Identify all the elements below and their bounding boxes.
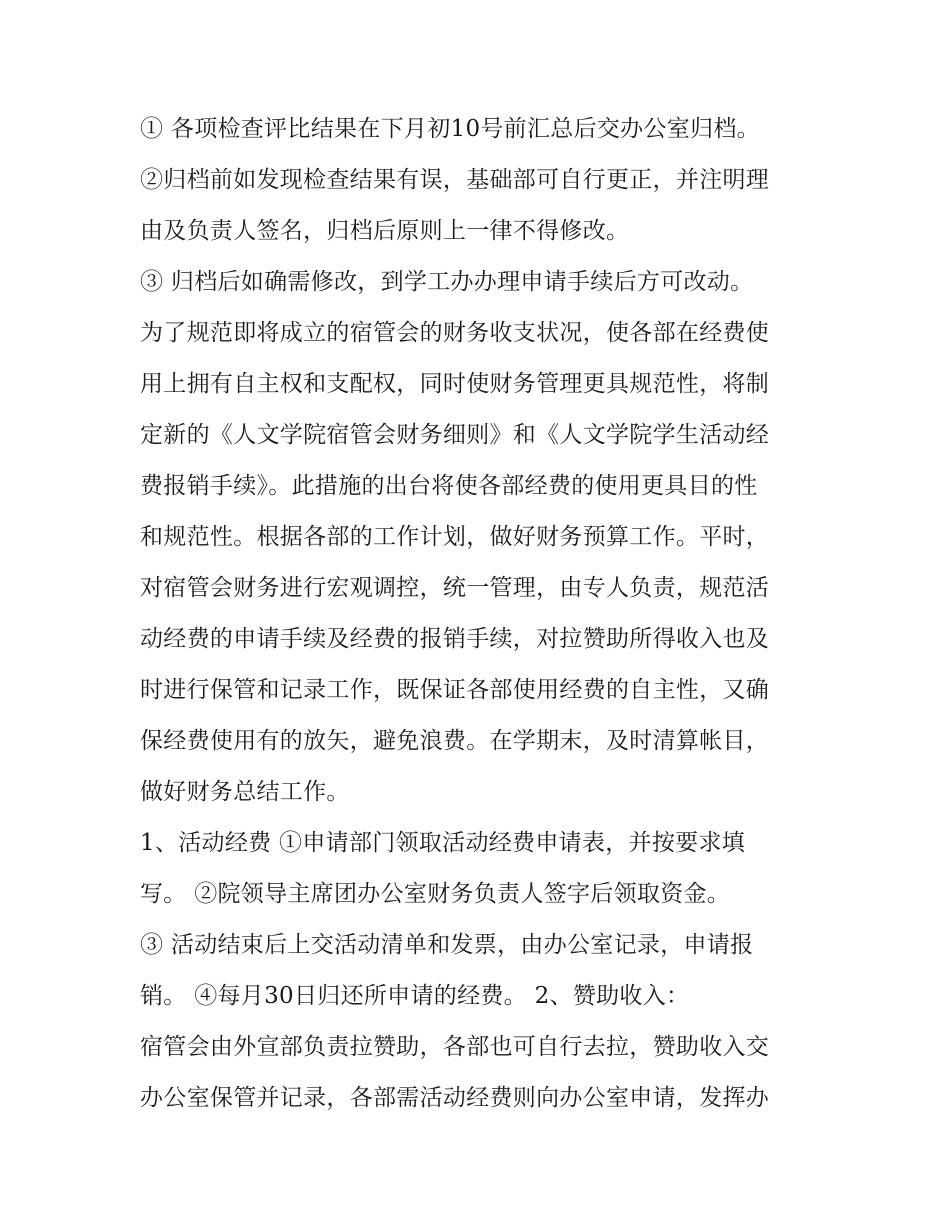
text-line: 1、活动经费 ①申请部门领取活动经费申请表，并按要求填: [140, 830, 746, 856]
text-line: 费报销手续》。此措施的出台将使各部经费的使用更具目的性: [140, 473, 758, 499]
text-line: 做好财务总结工作。: [140, 779, 350, 805]
text-line: 销。 ④每月30日归还所申请的经费。 2、赞助收入：: [140, 983, 690, 1009]
document-body: [140, 104, 820, 1124]
text-line: 保经费使用有的放矢，避免浪费。在学期末，及时清算帐目，: [140, 728, 770, 754]
text-line: 办公室保管并记录，各部需活动经费则向办公室申请，发挥办: [140, 1085, 770, 1111]
text-line: 用上拥有自主权和支配权，同时使财务管理更具规范性，将制: [140, 371, 770, 397]
text-line: 为了规范即将成立的宿管会的财务收支状况，使各部在经费使: [140, 320, 770, 346]
text-line: 动经费的申请手续及经费的报销手续，对拉赞助所得收入也及: [140, 626, 770, 652]
text-line: 时进行保管和记录工作，既保证各部使用经费的自主性，又确: [140, 677, 770, 703]
text-line: 和规范性。根据各部的工作计划，做好财务预算工作。平时，: [140, 524, 770, 550]
text-line: ① 各项检查评比结果在下月初10号前汇总后交办公室归档。: [140, 116, 760, 142]
text-line: 定新的《人文学院宿管会财务细则》和《人文学院学生活动经: [140, 422, 770, 448]
text-line: ③ 归档后如确需修改，到学工办办理申请手续后方可改动。: [140, 269, 754, 295]
text-line: 写。 ②院领导主席团办公室财务负责人签字后领取资金。: [140, 881, 731, 907]
text-line: ③ 活动结束后上交活动清单和发票，由办公室记录，申请报: [140, 932, 754, 958]
text-line: 对宿管会财务进行宏观调控，统一管理，由专人负责，规范活: [140, 575, 770, 601]
text-line: 由及负责人签名，归档后原则上一律不得修改。: [140, 218, 630, 244]
text-line: 宿管会由外宣部负责拉赞助，各部也可自行去拉，赞助收入交: [140, 1034, 770, 1060]
text-line: ②归档前如发现检查结果有误，基础部可自行更正，并注明理: [140, 167, 770, 193]
